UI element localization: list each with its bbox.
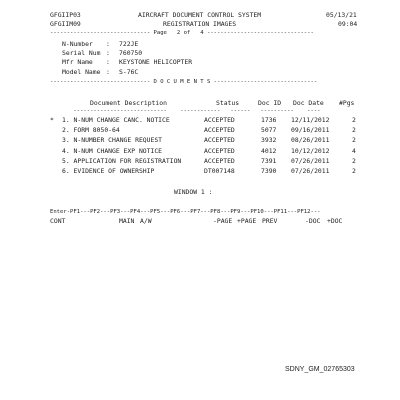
separator-colon: :: [106, 58, 110, 66]
page-indicator-line: ------------------------------ Page 2 of 4 --------------------------------: [50, 30, 314, 36]
row-pages: 2: [352, 156, 356, 165]
n-number-label: N-Number: [62, 40, 93, 48]
bates-number: SDNY_GM_02765303: [285, 366, 355, 373]
separator-colon: :: [106, 68, 110, 76]
row-marker: *: [50, 116, 54, 124]
screen-title: REGISTRATION IMAGES: [163, 20, 237, 28]
model-label: Model Name: [62, 68, 101, 76]
col-header-doc-id: Doc ID: [258, 99, 282, 107]
model-value: S-76C: [119, 68, 139, 76]
row-doc-date: 08/26/2011: [291, 136, 330, 145]
system-title: AIRCRAFT DOCUMENT CONTROL SYSTEM: [138, 11, 262, 19]
row-doc-id: 3932: [261, 136, 277, 145]
row-description: 1. N-NUM CHANGE CANC. NOTICE: [62, 116, 170, 124]
header-date: 05/13/21: [326, 11, 357, 19]
row-doc-date: 09/16/2011: [291, 126, 330, 135]
mfr-value: KEYSTONE HELICOPTER: [119, 58, 193, 66]
col-header-description: Document Description: [90, 99, 167, 107]
row-description: 3. N-NUMBER CHANGE REQUEST: [62, 136, 163, 145]
row-description: 2. FORM 8050-64: [62, 126, 120, 135]
mfr-label: Mfr Name: [62, 58, 93, 66]
pf-key-line: Enter-PF1---PF2---PF3---PF4---PF5---PF6---PF7---PF8---PF9---PF10---PF11---PF12---: [50, 209, 321, 215]
pf1-cont-key[interactable]: CONT: [50, 217, 66, 225]
row-doc-date: 07/26/2011: [291, 156, 330, 165]
row-doc-id: 7391: [261, 156, 277, 165]
row-description: 5. APPLICATION FOR REGISTRATION: [62, 156, 182, 165]
window-label: WINDOW 1 :: [174, 188, 213, 196]
row-doc-date: 07/26/2011: [291, 167, 330, 175]
row-description: 6. EVIDENCE OF OWNERSHIP: [62, 167, 155, 175]
serial-label: Serial Num: [62, 49, 101, 57]
pf8-plus-page-key[interactable]: +PAGE: [237, 217, 257, 225]
separator-colon: :: [106, 40, 110, 48]
row-doc-date: 12/11/2012: [291, 116, 330, 124]
col-header-doc-date: Doc Date: [293, 99, 324, 107]
row-doc-id: 5077: [261, 126, 277, 135]
row-doc-date: 10/12/2012: [291, 146, 330, 155]
serial-value: 760750: [119, 49, 143, 57]
row-status: ACCEPTED: [204, 126, 235, 135]
pf9-prev-key[interactable]: PREV: [262, 217, 278, 225]
col-header-status: Status: [216, 99, 240, 107]
row-pages: 2: [352, 167, 356, 175]
row-status: ACCEPTED: [204, 156, 235, 165]
documents-banner: ------------------------------ D O C U M E N T S -------------------------------: [50, 79, 318, 85]
row-doc-id: 4012: [261, 146, 277, 155]
pf4-aw-key[interactable]: A/W: [140, 217, 152, 225]
row-doc-id: 7390: [261, 167, 277, 175]
row-pages: 2: [352, 126, 356, 135]
separator-colon: :: [106, 49, 110, 57]
pf3-main-key[interactable]: MAIN: [119, 217, 135, 225]
row-pages: 2: [352, 116, 356, 124]
row-pages: 2: [352, 136, 356, 145]
pf12-plus-doc-key[interactable]: +DOC: [327, 217, 343, 225]
table-underline: ---------------------------- ------------ ------ ---------- ----: [50, 108, 321, 114]
row-status: ACCEPTED: [204, 136, 235, 145]
row-doc-id: 1736: [261, 116, 277, 124]
pf11-minus-doc-key[interactable]: -DOC: [305, 217, 321, 225]
row-status: DT007148: [204, 167, 235, 175]
n-number-value: 722JE: [119, 40, 139, 48]
row-status: ACCEPTED: [204, 146, 235, 155]
screen-id: GFGIIP03: [50, 11, 81, 19]
row-pages: 4: [352, 146, 356, 155]
pf7-minus-page-key[interactable]: -PAGE: [213, 217, 233, 225]
map-id: GFGIIM09: [50, 20, 81, 28]
row-description: 4. N-NUM CHANGE EXP NOTICE: [62, 146, 163, 155]
row-status: ACCEPTED: [204, 116, 235, 124]
header-time: 09:04: [338, 20, 358, 28]
col-header-pgs: #Pgs: [339, 99, 355, 107]
